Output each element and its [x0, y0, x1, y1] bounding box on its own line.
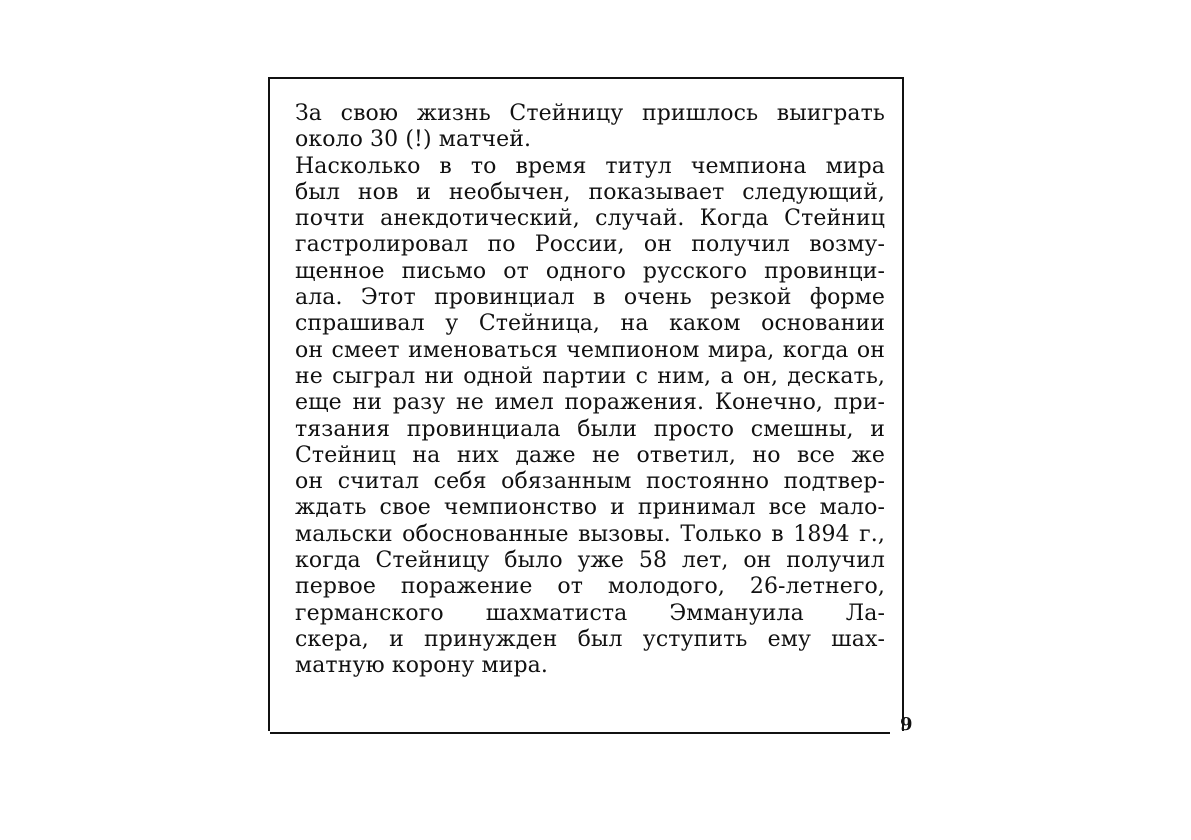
text-line: скера, и принужден был уступить ему шах- [295, 626, 885, 652]
text-line: гастролировал по России, он получил возму- [295, 232, 885, 258]
text-line: тязания провинциала были просто смешны, и [295, 416, 885, 442]
text-line: когда Стейницу было уже 58 лет, он получил [295, 548, 885, 574]
body-text [295, 101, 885, 680]
text-line: Стейниц на них даже не ответил, но все же [295, 442, 885, 468]
text-line: почти анекдотический, случай. Когда Стейниц [295, 206, 885, 232]
text-line: спрашивал у Стейница, на каком основании [295, 311, 885, 337]
text-line: был нов и необычен, показывает следующий, [295, 179, 885, 205]
text-line: германского шахматиста Эммануила Ла- [295, 600, 885, 626]
text-line: мальски обоснованные вызовы. Только в 1894 г., [295, 521, 885, 547]
text-line: он смеет именоваться чемпионом мира, когда он [295, 337, 885, 363]
text-line: Насколько в то время титул чемпиона мира [295, 153, 885, 179]
text-line: не сыграл ни одной партии с ним, а он, дескать, [295, 363, 885, 389]
text-line: первое поражение от молодого, 26-летнего, [295, 574, 885, 600]
bottom-rule [270, 732, 890, 734]
text-line: щенное письмо от одного русского провинци- [295, 258, 885, 284]
page-number: 9 [900, 714, 913, 735]
text-line: ала. Этот провинциал в очень резкой форме [295, 285, 885, 311]
text-line: он считал себя обязанным постоянно подтвер- [295, 469, 885, 495]
text-line: матную корону мира. [295, 653, 548, 679]
text-line: еще ни разу не имел поражения. Конечно, при- [295, 390, 885, 416]
text-line: ждать свое чемпионство и принимал все мало- [295, 495, 885, 521]
text-line: За свою жизнь Стейницу пришлось выиграть [295, 101, 885, 126]
text-line: около 30 (!) матчей. [295, 127, 532, 153]
